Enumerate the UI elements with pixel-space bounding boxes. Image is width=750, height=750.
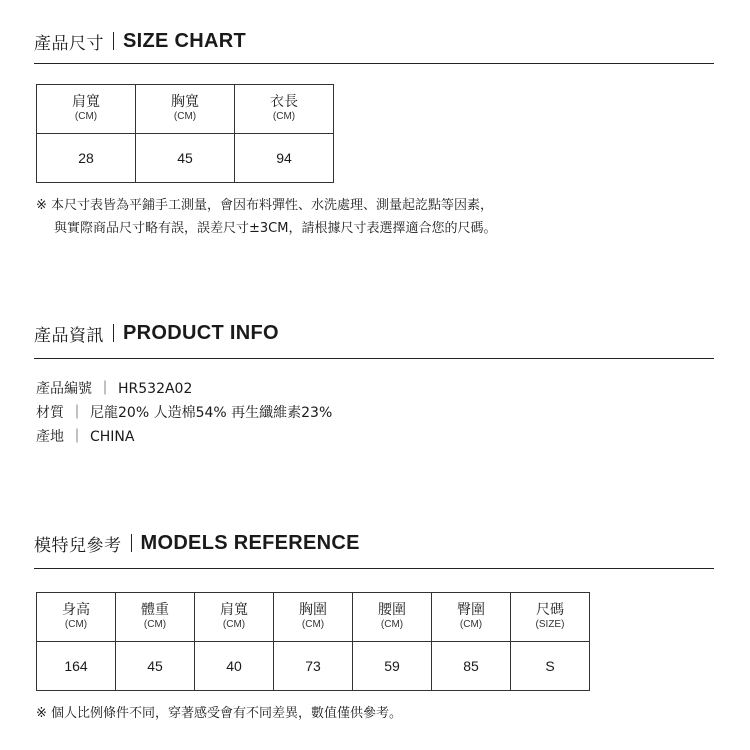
size-header-shoulder: 肩寬 (CM) — [37, 85, 136, 134]
models-note-text: ※ 個人比例條件不同，穿著感受會有不同差異，數值僅供參考。 — [36, 706, 403, 721]
model-header-hip: 臀圍 (CM) — [432, 593, 511, 642]
product-info-title-zh: 產品資訊 — [34, 325, 104, 346]
size-chart-note — [36, 194, 496, 240]
info-row-product-code: 產品編號 ｜ HR532A02 — [36, 381, 193, 397]
title-divider — [131, 534, 132, 552]
size-chart-section — [34, 27, 714, 247]
title-divider — [113, 324, 114, 342]
models-reference-table — [36, 592, 590, 691]
size-chart-table — [36, 84, 334, 183]
model-value-size: S — [511, 642, 590, 691]
product-info-section — [34, 319, 714, 459]
size-value-chest: 45 — [136, 134, 235, 183]
models-reference-title-en: MODELS REFERENCE — [140, 531, 360, 554]
model-value-hip: 85 — [432, 642, 511, 691]
title-divider — [113, 32, 114, 50]
size-header-length: 衣長 (CM) — [235, 85, 334, 134]
size-chart-header-row — [37, 85, 334, 134]
models-reference-section — [34, 529, 714, 734]
model-header-size: 尺碼 (SIZE) — [511, 593, 590, 642]
size-chart-rule — [34, 63, 714, 64]
size-value-length: 94 — [235, 134, 334, 183]
models-header-row — [37, 593, 590, 642]
size-note-line2: 與實際商品尺寸略有誤，誤差尺寸±3CM，請根據尺寸表選擇適合您的尺碼。 — [54, 221, 497, 236]
models-value-row — [37, 642, 590, 691]
size-chart-title-zh: 產品尺寸 — [34, 33, 104, 54]
models-reference-rule — [34, 568, 714, 569]
info-row-origin: 產地 ｜ CHINA — [36, 429, 135, 445]
size-note-line1: ※ 本尺寸表皆為平鋪手工測量，會因布料彈性、水洗處理、測量起訖點等因素， — [36, 198, 494, 213]
product-info-heading — [34, 319, 714, 347]
product-info-list — [36, 377, 332, 449]
model-value-bust: 73 — [274, 642, 353, 691]
model-header-bust: 胸圍 (CM) — [274, 593, 353, 642]
model-header-shoulder: 肩寬 (CM) — [195, 593, 274, 642]
size-chart-heading — [34, 27, 714, 55]
model-value-weight: 45 — [116, 642, 195, 691]
model-value-shoulder: 40 — [195, 642, 274, 691]
size-value-shoulder: 28 — [37, 134, 136, 183]
size-chart-title-en: SIZE CHART — [123, 29, 246, 52]
model-header-weight: 體重 (CM) — [116, 593, 195, 642]
product-info-rule — [34, 358, 714, 359]
model-header-height: 身高 (CM) — [37, 593, 116, 642]
info-row-material: 材質 ｜ 尼龍20% 人造棉54% 再生纖維素23% — [36, 405, 333, 421]
size-header-chest: 胸寬 (CM) — [136, 85, 235, 134]
size-chart-value-row — [37, 134, 334, 183]
models-reference-title-zh: 模特兒參考 — [34, 535, 122, 556]
product-info-title-en: PRODUCT INFO — [123, 321, 279, 344]
model-header-waist: 腰圍 (CM) — [353, 593, 432, 642]
models-reference-heading — [34, 529, 714, 557]
model-value-waist: 59 — [353, 642, 432, 691]
models-reference-note — [36, 702, 402, 725]
model-value-height: 164 — [37, 642, 116, 691]
